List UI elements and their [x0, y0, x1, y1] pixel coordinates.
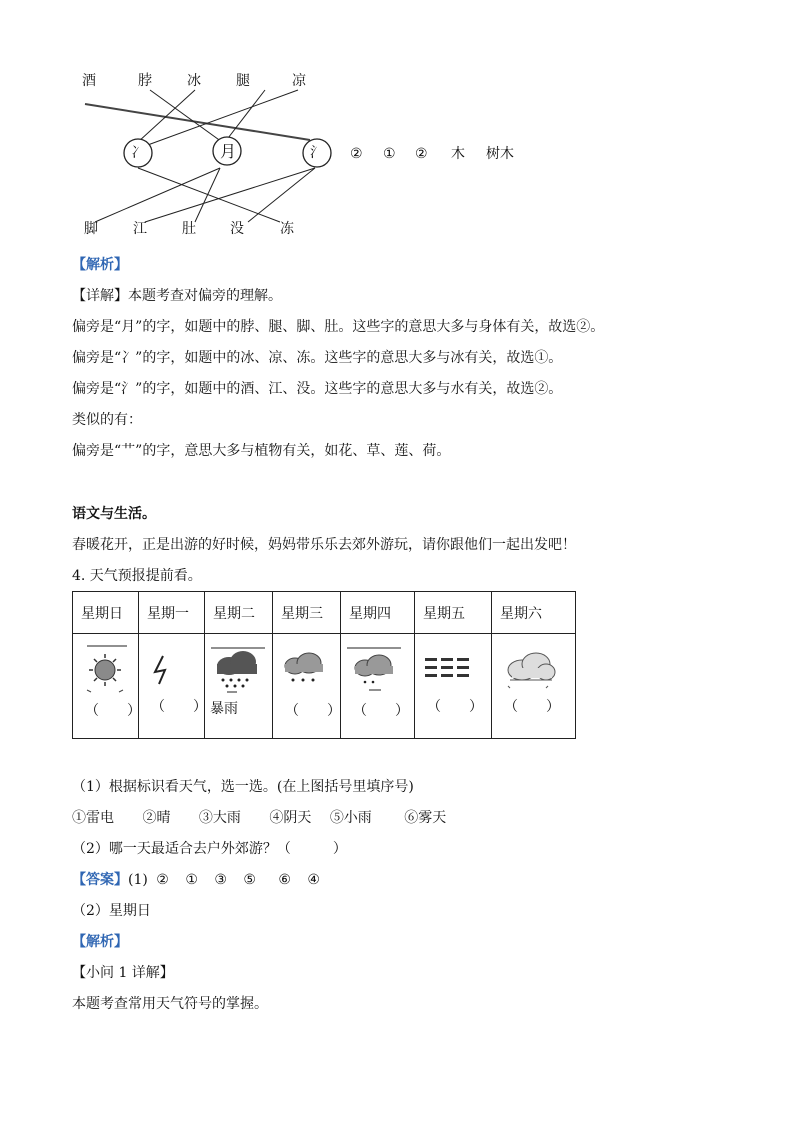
answer-paren: （ ） — [427, 699, 483, 715]
section-intro: 春暖花开，正是出游的好时候，妈妈带乐乐去郊外游玩，请你跟他们一起出发吧！ — [72, 537, 576, 553]
bottom-char: 肚 — [182, 221, 196, 237]
answer-row — [72, 870, 320, 890]
bottom-char: 江 — [133, 221, 147, 237]
section-title: 语文与生活。 — [72, 506, 156, 522]
answer-value: ① — [185, 872, 198, 888]
answer-paren: （ ） — [504, 699, 560, 715]
overcast-icon — [492, 634, 562, 694]
day-header: 星期三 — [273, 592, 341, 634]
bottom-char: 脚 — [84, 221, 98, 237]
option: ②晴 — [142, 810, 171, 826]
weather-cell — [205, 634, 273, 739]
radical-label: 冫 — [131, 145, 145, 161]
light-rain-icon — [273, 634, 337, 694]
radical-label: 氵 — [310, 145, 324, 161]
analysis-line: 偏旁是“冫”的字，如题中的冰、凉、冻。这些字的意思大多与冰有关，故选①。 — [72, 350, 563, 366]
day-header: 星期二 — [205, 592, 273, 634]
analysis-line: 类似的有： — [72, 412, 142, 428]
top-char: 酒 — [82, 73, 96, 89]
question-4: 4. 天气预报提前看。 — [72, 568, 202, 584]
storm-label: 暴雨 — [210, 701, 238, 717]
option: ③大雨 — [198, 810, 241, 826]
answer-paren: （ ） — [151, 699, 207, 715]
heavy-rain-icon — [205, 634, 269, 694]
top-char: 脖 — [138, 73, 152, 89]
option: ⑤小雨 — [329, 810, 372, 826]
match-answer: ② — [350, 146, 363, 162]
option: ⑥雾天 — [404, 810, 447, 826]
option: ④阴天 — [269, 810, 312, 826]
weather-cell — [415, 634, 492, 739]
answer-value: ② — [156, 872, 169, 888]
day-header: 星期六 — [492, 592, 576, 634]
option: ①雷电 — [72, 810, 114, 826]
day-header: 星期四 — [341, 592, 415, 634]
fog-icon — [415, 634, 483, 694]
options-row — [72, 808, 446, 828]
answer-part2: （2）星期日 — [72, 903, 151, 919]
answer-value: ④ — [307, 872, 320, 888]
match-answer: 木 — [451, 146, 465, 162]
top-char: 凉 — [292, 73, 306, 89]
weather-cell — [273, 634, 341, 739]
analysis-line: 偏旁是“艹”的字，意思大多与植物有关，如花、草、莲、荷。 — [72, 443, 451, 459]
bottom-char: 冻 — [280, 221, 294, 237]
answer-value: ⑤ — [243, 872, 256, 888]
answer-paren: （ ） — [353, 703, 409, 719]
bottom-char: 没 — [230, 221, 244, 237]
detail-heading: 【详解】本题考查对偏旁的理解。 — [72, 288, 282, 304]
cloudy-icon — [341, 634, 405, 694]
analysis-label: 【解析】 — [72, 257, 128, 273]
analysis-line: 偏旁是“氵”的字，如题中的酒、江、没。这些字的意思大多与水有关，故选②。 — [72, 381, 563, 397]
lightning-icon — [139, 634, 203, 694]
question-1: （1）根据标识看天气，选一选。(在上图括号里填序号) — [72, 779, 414, 795]
weather-cell — [492, 634, 576, 739]
analysis-line: 偏旁是“月”的字，如题中的脖、腿、脚、肚。这些字的意思大多与身体有关，故选②。 — [72, 319, 605, 335]
answer-label: 【答案】 — [72, 872, 128, 888]
weather-table — [72, 591, 576, 739]
match-answer: ① — [383, 146, 396, 162]
answer-paren: （ ） — [85, 703, 141, 719]
answer-prefix: (1) — [128, 872, 148, 888]
question-2: （2）哪一天最适合去户外郊游？（ ） — [72, 841, 347, 857]
weather-cell — [139, 634, 205, 739]
answer-paren: （ ） — [285, 703, 341, 719]
top-char: 腿 — [236, 73, 250, 89]
sun-icon — [73, 634, 137, 694]
day-header: 星期五 — [415, 592, 492, 634]
weather-cell — [73, 634, 139, 739]
answer-value: ⑥ — [278, 872, 291, 888]
match-answer: ② — [415, 146, 428, 162]
answer-value: ③ — [214, 872, 227, 888]
weather-cell — [341, 634, 415, 739]
day-header: 星期一 — [139, 592, 205, 634]
radical-label: 月 — [220, 142, 237, 161]
match-answer: 树木 — [486, 146, 514, 162]
analysis-label-2: 【解析】 — [72, 934, 128, 950]
day-header: 星期日 — [73, 592, 139, 634]
sub-question-heading: 【小问 1 详解】 — [72, 965, 174, 981]
top-char: 冰 — [187, 73, 201, 89]
analysis-text: 本题考查常用天气符号的掌握。 — [72, 996, 268, 1012]
